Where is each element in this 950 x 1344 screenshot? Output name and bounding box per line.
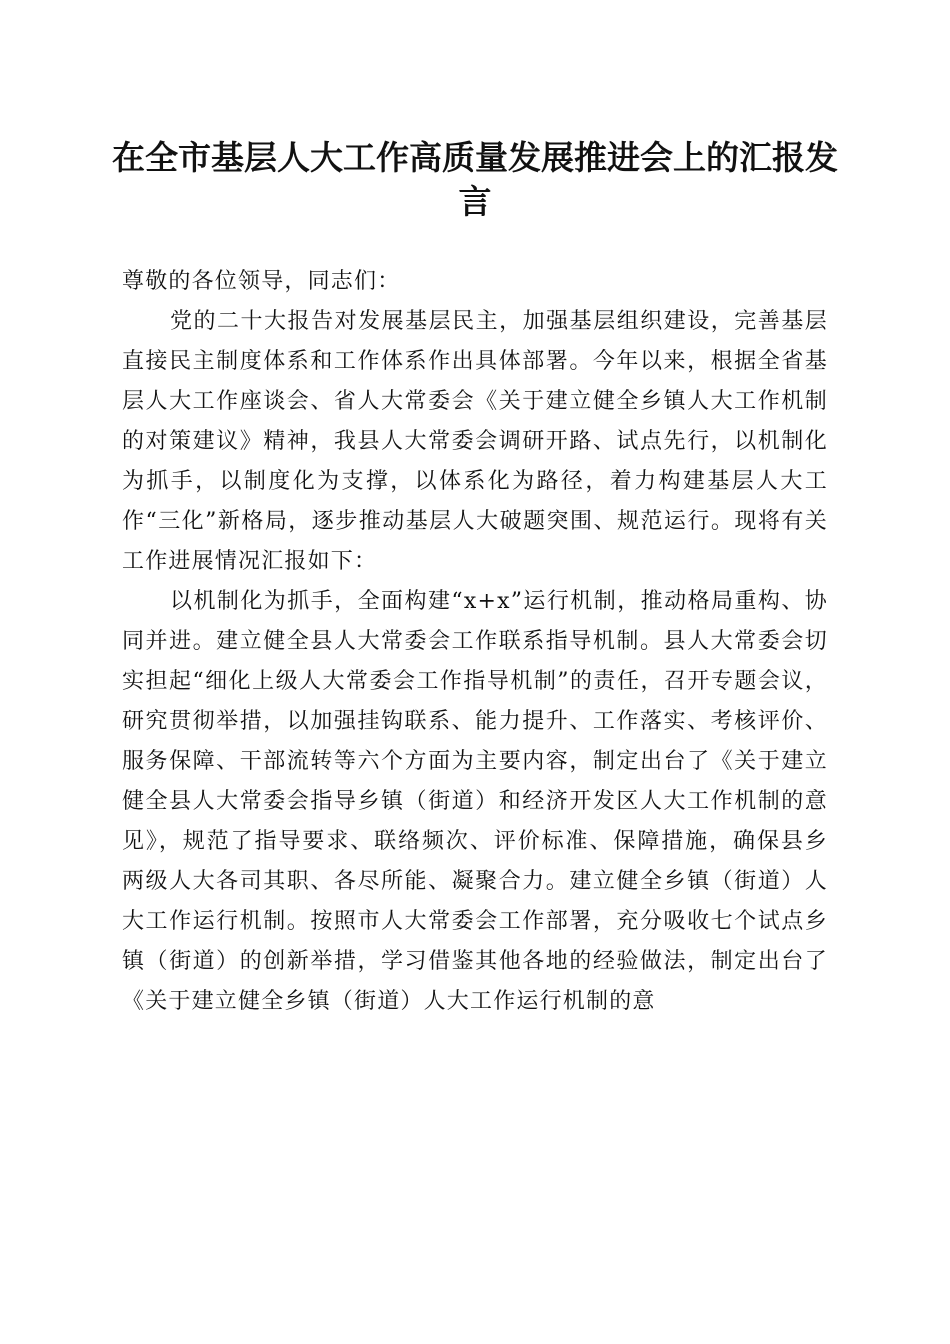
salutation: 尊敬的各位领导，同志们： (122, 269, 401, 294)
document-body (122, 262, 828, 1022)
document-title: 在全市基层人大工作高质量发展推进会上的汇报发言 (112, 138, 838, 221)
paragraph-intro: 党的二十大报告对发展基层民主，加强基层组织建设，完善基层直接民主制度体系和工作体系作出具体部署。今年以来，根据全省基层人大工作座谈会、省人大常委会《关于建立健全乡镇人大工作机制的对策建议》精神，我县人大常委会调研开路、试点先行，以机制化为抓手，以制度化为支撑，以体系化为路径，着力构建基层人大工作“三化”新格局，逐步推动基层人大破题突围、规范运行。现将有关工作进展情况汇报如下： (122, 309, 828, 574)
paragraph-mechanism: 以机制化为抓手，全面构建“x+x”运行机制，推动格局重构、协同并进。建立健全县人大常委会工作联系指导机制。县人大常委会切实担起“细化上级人大常委会工作指导机制”的责任，召开专题会议，研究贯彻举措，以加强挂钩联系、能力提升、工作落实、考核评价、服务保障、干部流转等六个方面为主要内容，制定出台了《关于建立健全县人大常委会指导乡镇（街道）和经济开发区人大工作机制的意见》，规范了指导要求、联络频次、评价标准、保障措施，确保县乡两级人大各司其职、各尽所能、凝聚合力。建立健全乡镇（街道）人大工作运行机制。按照市人大常委会工作部署，充分吸收七个试点乡镇（街道）的创新举措，学习借鉴其他各地的经验做法，制定出台了《关于建立健全乡镇（街道）人大工作运行机制的意 (122, 589, 828, 1014)
